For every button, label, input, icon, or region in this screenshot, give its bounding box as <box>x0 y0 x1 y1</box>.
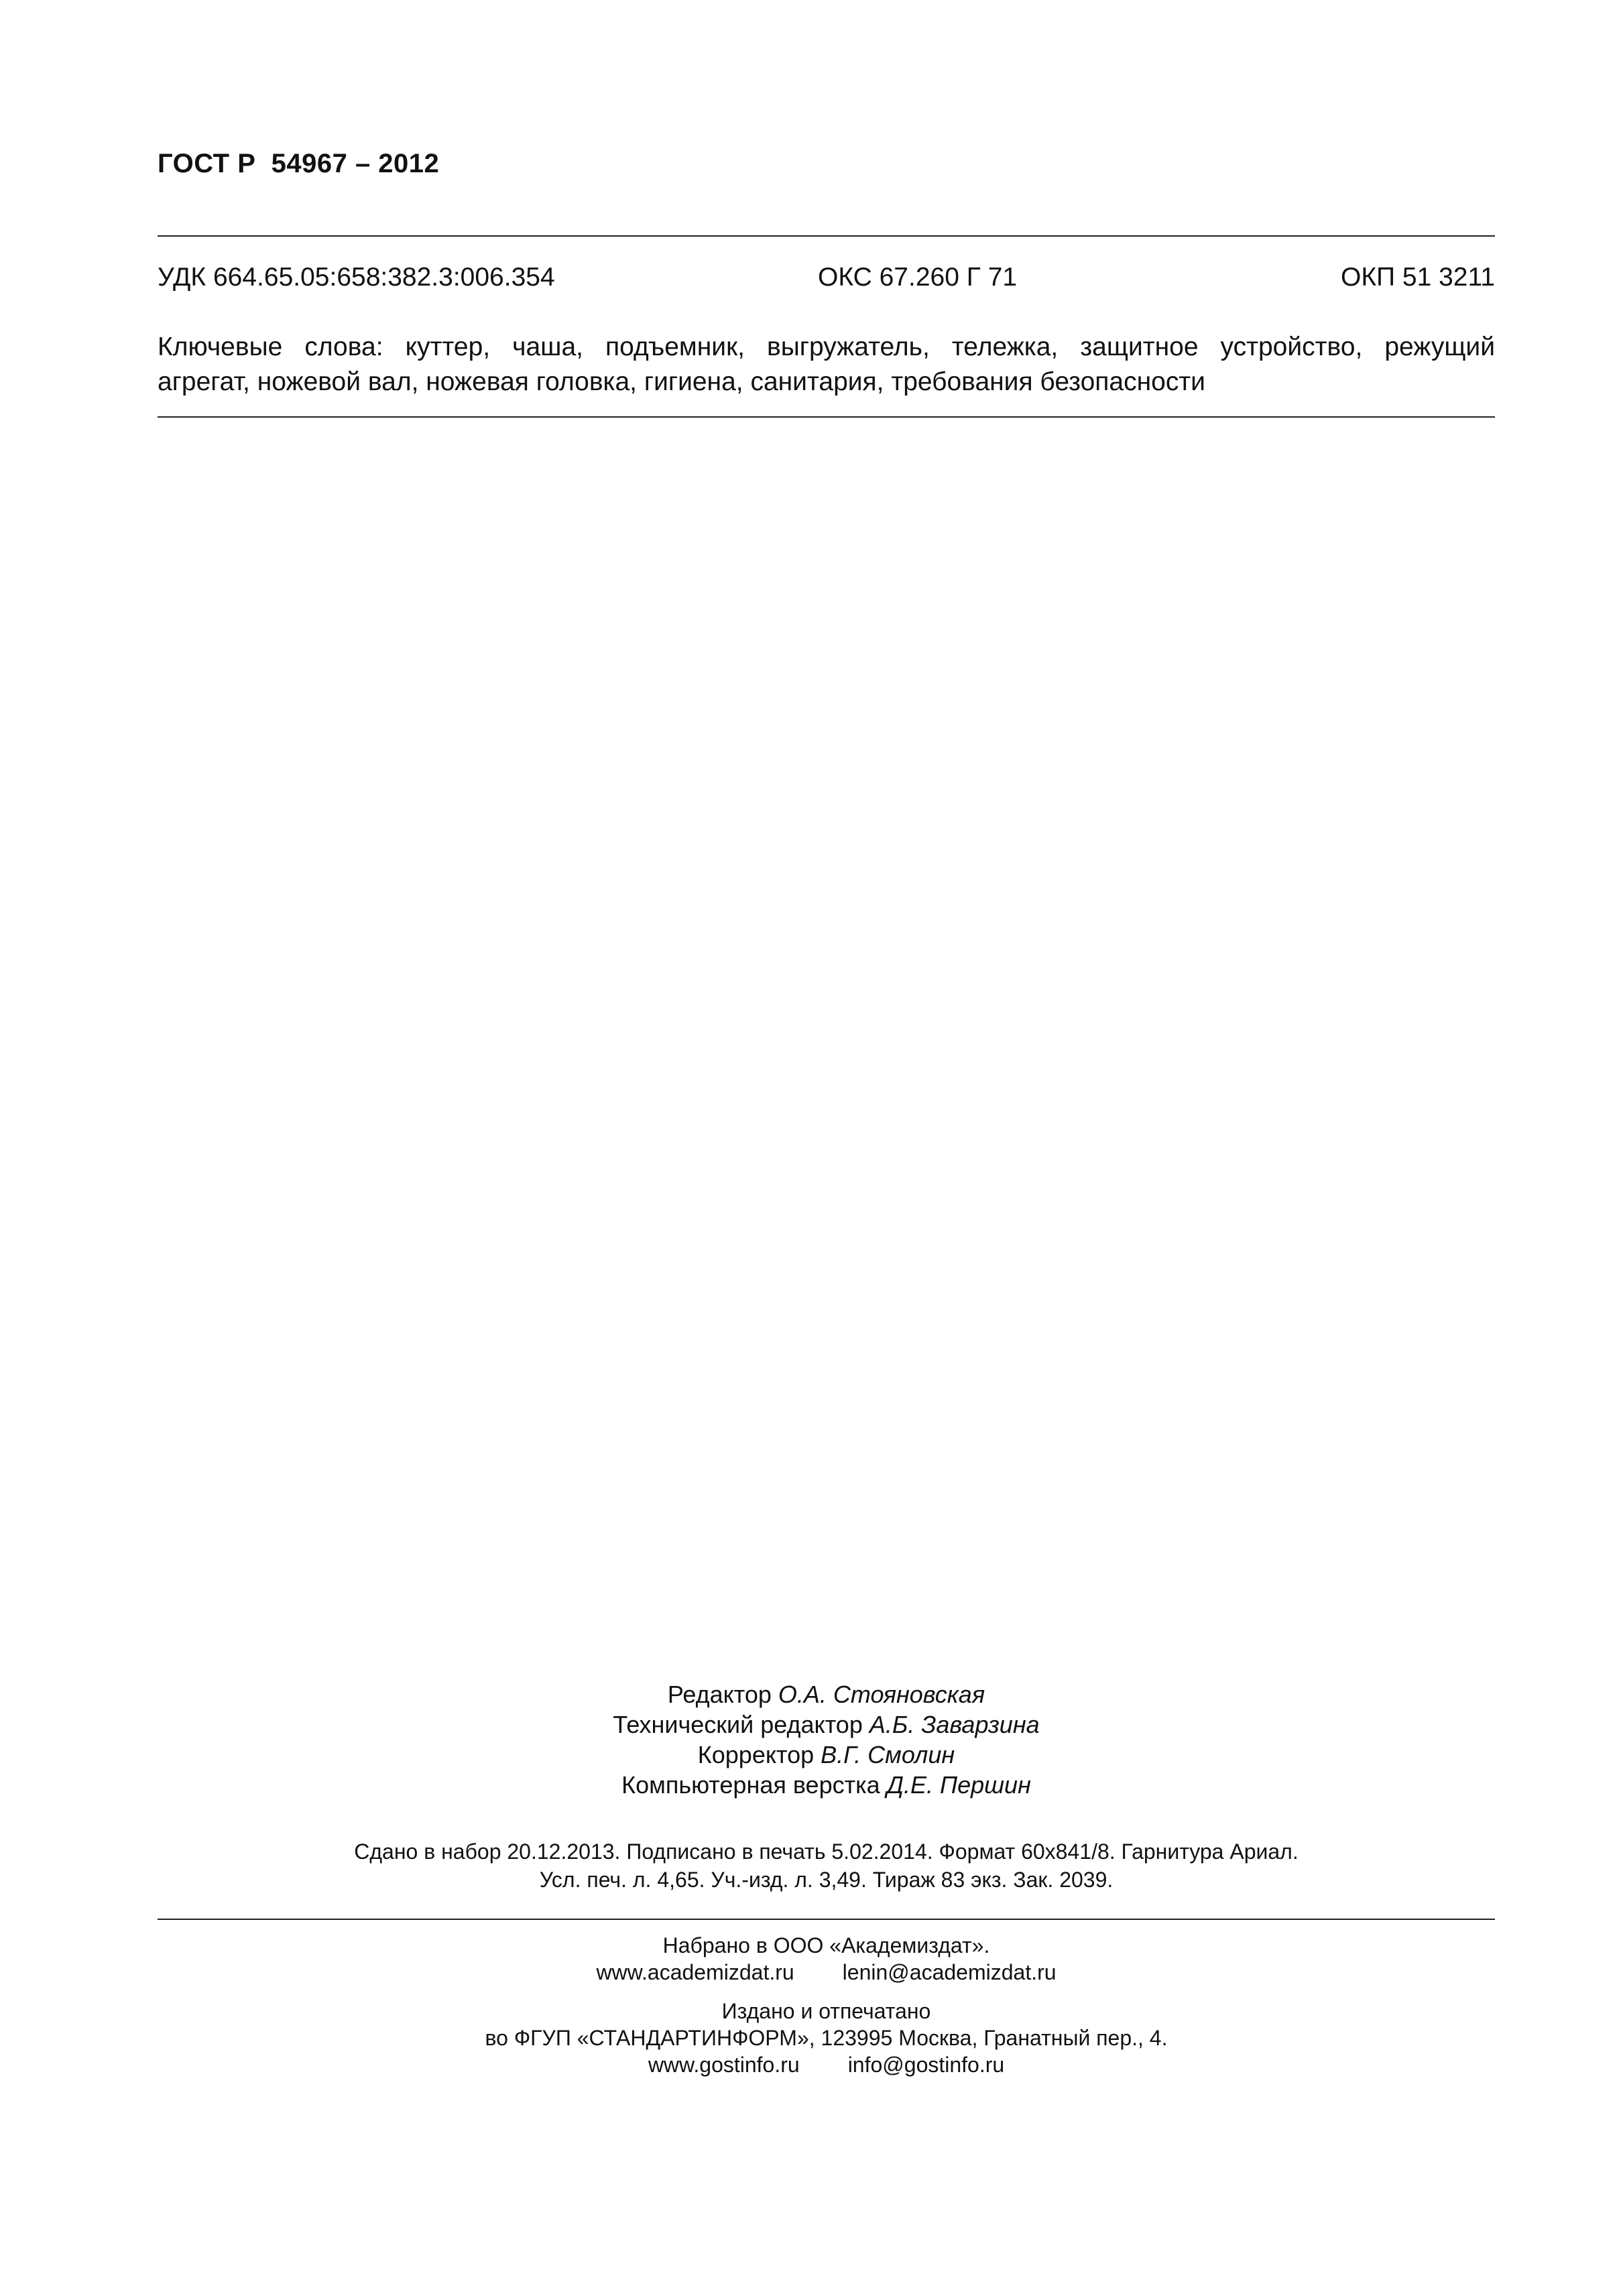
print-info-block <box>158 1837 1495 1894</box>
publisher-block <box>158 1932 1495 2078</box>
credit-name: В.Г. Смолин <box>821 1741 955 1768</box>
classification-codes <box>158 263 1495 292</box>
credit-layout <box>158 1770 1495 1800</box>
keywords-line-1: Ключевые слова: куттер, чаша, подъемник, выгружатель, тележка, защитное устройство, режущий <box>158 333 1495 361</box>
credit-role: Редактор <box>667 1681 772 1708</box>
credit-name: А.Б. Заварзина <box>869 1711 1040 1738</box>
credit-proofreader <box>158 1740 1495 1770</box>
divider-bottom <box>158 1919 1495 1920</box>
okp-code: ОКП 51 3211 <box>1340 263 1495 292</box>
udk-code: УДК 664.65.05:658:382.3:006.354 <box>158 263 555 292</box>
typeset-website-link[interactable]: www.academizdat.ru <box>596 1960 794 1984</box>
typeset-links <box>158 1959 1495 1986</box>
oks-code: ОКС 67.260 Г 71 <box>818 263 1018 292</box>
keywords-block <box>158 330 1495 400</box>
credit-role: Технический редактор <box>613 1711 863 1738</box>
divider-top <box>158 235 1495 237</box>
printed-email-link[interactable]: info@gostinfo.ru <box>847 2053 1005 2077</box>
credit-name: О.А. Стояновская <box>778 1681 985 1708</box>
divider-keywords <box>158 416 1495 418</box>
credit-role: Компьютерная верстка <box>621 1771 880 1799</box>
credit-editor <box>158 1679 1495 1709</box>
credits-block <box>158 1679 1495 1800</box>
credit-tech-editor <box>158 1709 1495 1740</box>
credit-role: Корректор <box>697 1741 815 1768</box>
print-info-line-1: Сдано в набор 20.12.2013. Подписано в печать 5.02.2014. Формат 60х841/8. Гарнитура Ариал. <box>354 1839 1299 1864</box>
printed-line-1: Издано и отпечатано <box>721 1999 931 2023</box>
typeset-email-link[interactable]: lenin@academizdat.ru <box>842 1960 1057 1984</box>
printed-links <box>158 2051 1495 2078</box>
print-info-line-2: Усл. печ. л. 4,65. Уч.-изд. л. 3,49. Тираж 83 экз. Зак. 2039. <box>539 1868 1114 1892</box>
document-title: ГОСТ Р 54967 – 2012 <box>158 149 440 178</box>
keywords-line-2: агрегат, ножевой вал, ножевая головка, гигиена, санитария, требования безопасности <box>158 367 1205 396</box>
printed-website-link[interactable]: www.gostinfo.ru <box>648 2053 800 2077</box>
printed-line-2: во ФГУП «СТАНДАРТИНФОРМ», 123995 Москва, Гранатный пер., 4. <box>485 2026 1168 2050</box>
typeset-line: Набрано в ООО «Академиздат». <box>662 1933 990 1957</box>
credit-name: Д.Е. Першин <box>886 1771 1031 1799</box>
